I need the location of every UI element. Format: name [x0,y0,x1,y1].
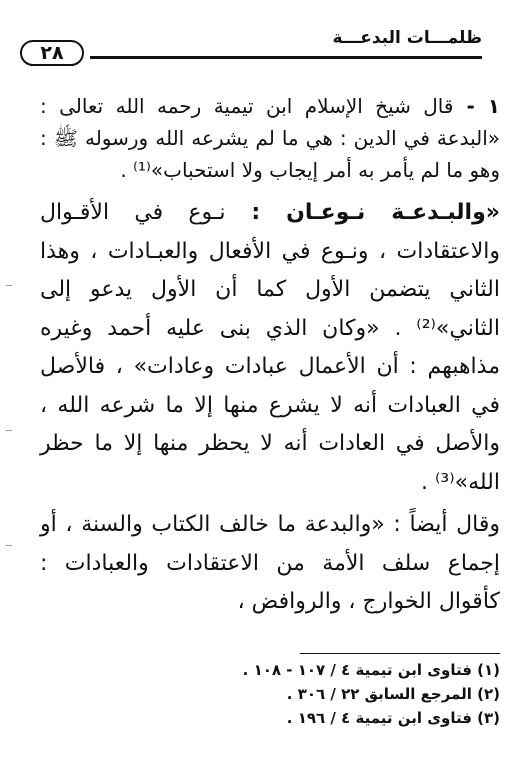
footnotes [40,658,500,730]
margin-mark [6,545,12,546]
paragraph-2 [40,194,500,502]
running-title: ظلمـــات البدعـــة [332,28,482,48]
paragraph-3-text: وقال أيضاً : «والبدعة ما خالف الكتاب والسنة ، أو إجماع سلف الأمة من الاعتقادات والعبادات : كأقوال الخوارج ، والروافض ، [40,512,500,614]
paragraph-1-number: ١ - [453,94,500,118]
margin-mark [6,430,12,431]
margin-mark [6,285,12,286]
header-rule [90,56,482,59]
page-header [20,26,502,66]
paragraph-1 [40,90,500,186]
paragraph-3 [40,506,500,622]
footnote-3: (٣) فتاوى ابن تيمية ٤ / ١٩٦ . [286,709,500,727]
footnote-rule [300,653,500,654]
page-number: ٢٨ [20,40,84,66]
paragraph-2-text: نـوع في الأقـوال والاعتقادات ، ونـوع في الأفعال والعبـادات ، وهذا الثاني يتضمن الأول كما أن الأول يدعو إلى الثاني»⁽²⁾ . «وكان الذي بنى عليه أحمد وغيره مذاهبهم : أن الأعمال عبادات وعادات» ، فالأصل في العبادات أنه لا يشرع منها إلا ما شرعه الله ، والأصل في العادات أنه لا يحظر منها إلا ما حظر الله»⁽³⁾ . [40,200,500,495]
main-text [40,90,500,622]
paragraph-1-text: قال شيخ الإسلام ابن تيمية رحمه الله تعالى : «البدعة في الدين : هي ما لم يشرعه الله ورسوله ﷺ : وهو ما لم يأمر به أمر إيجاب ولا استحباب»⁽¹⁾ . [40,94,500,182]
footnote-2: (٢) المرجع السابق ٢٢ / ٣٠٦ . [286,685,500,703]
paragraph-2-lead: «والبـدعـة نـوعـان : [225,200,500,225]
footnote-1: (١) فتاوى ابن تيمية ٤ / ١٠٧ - ١٠٨ . [242,661,500,679]
